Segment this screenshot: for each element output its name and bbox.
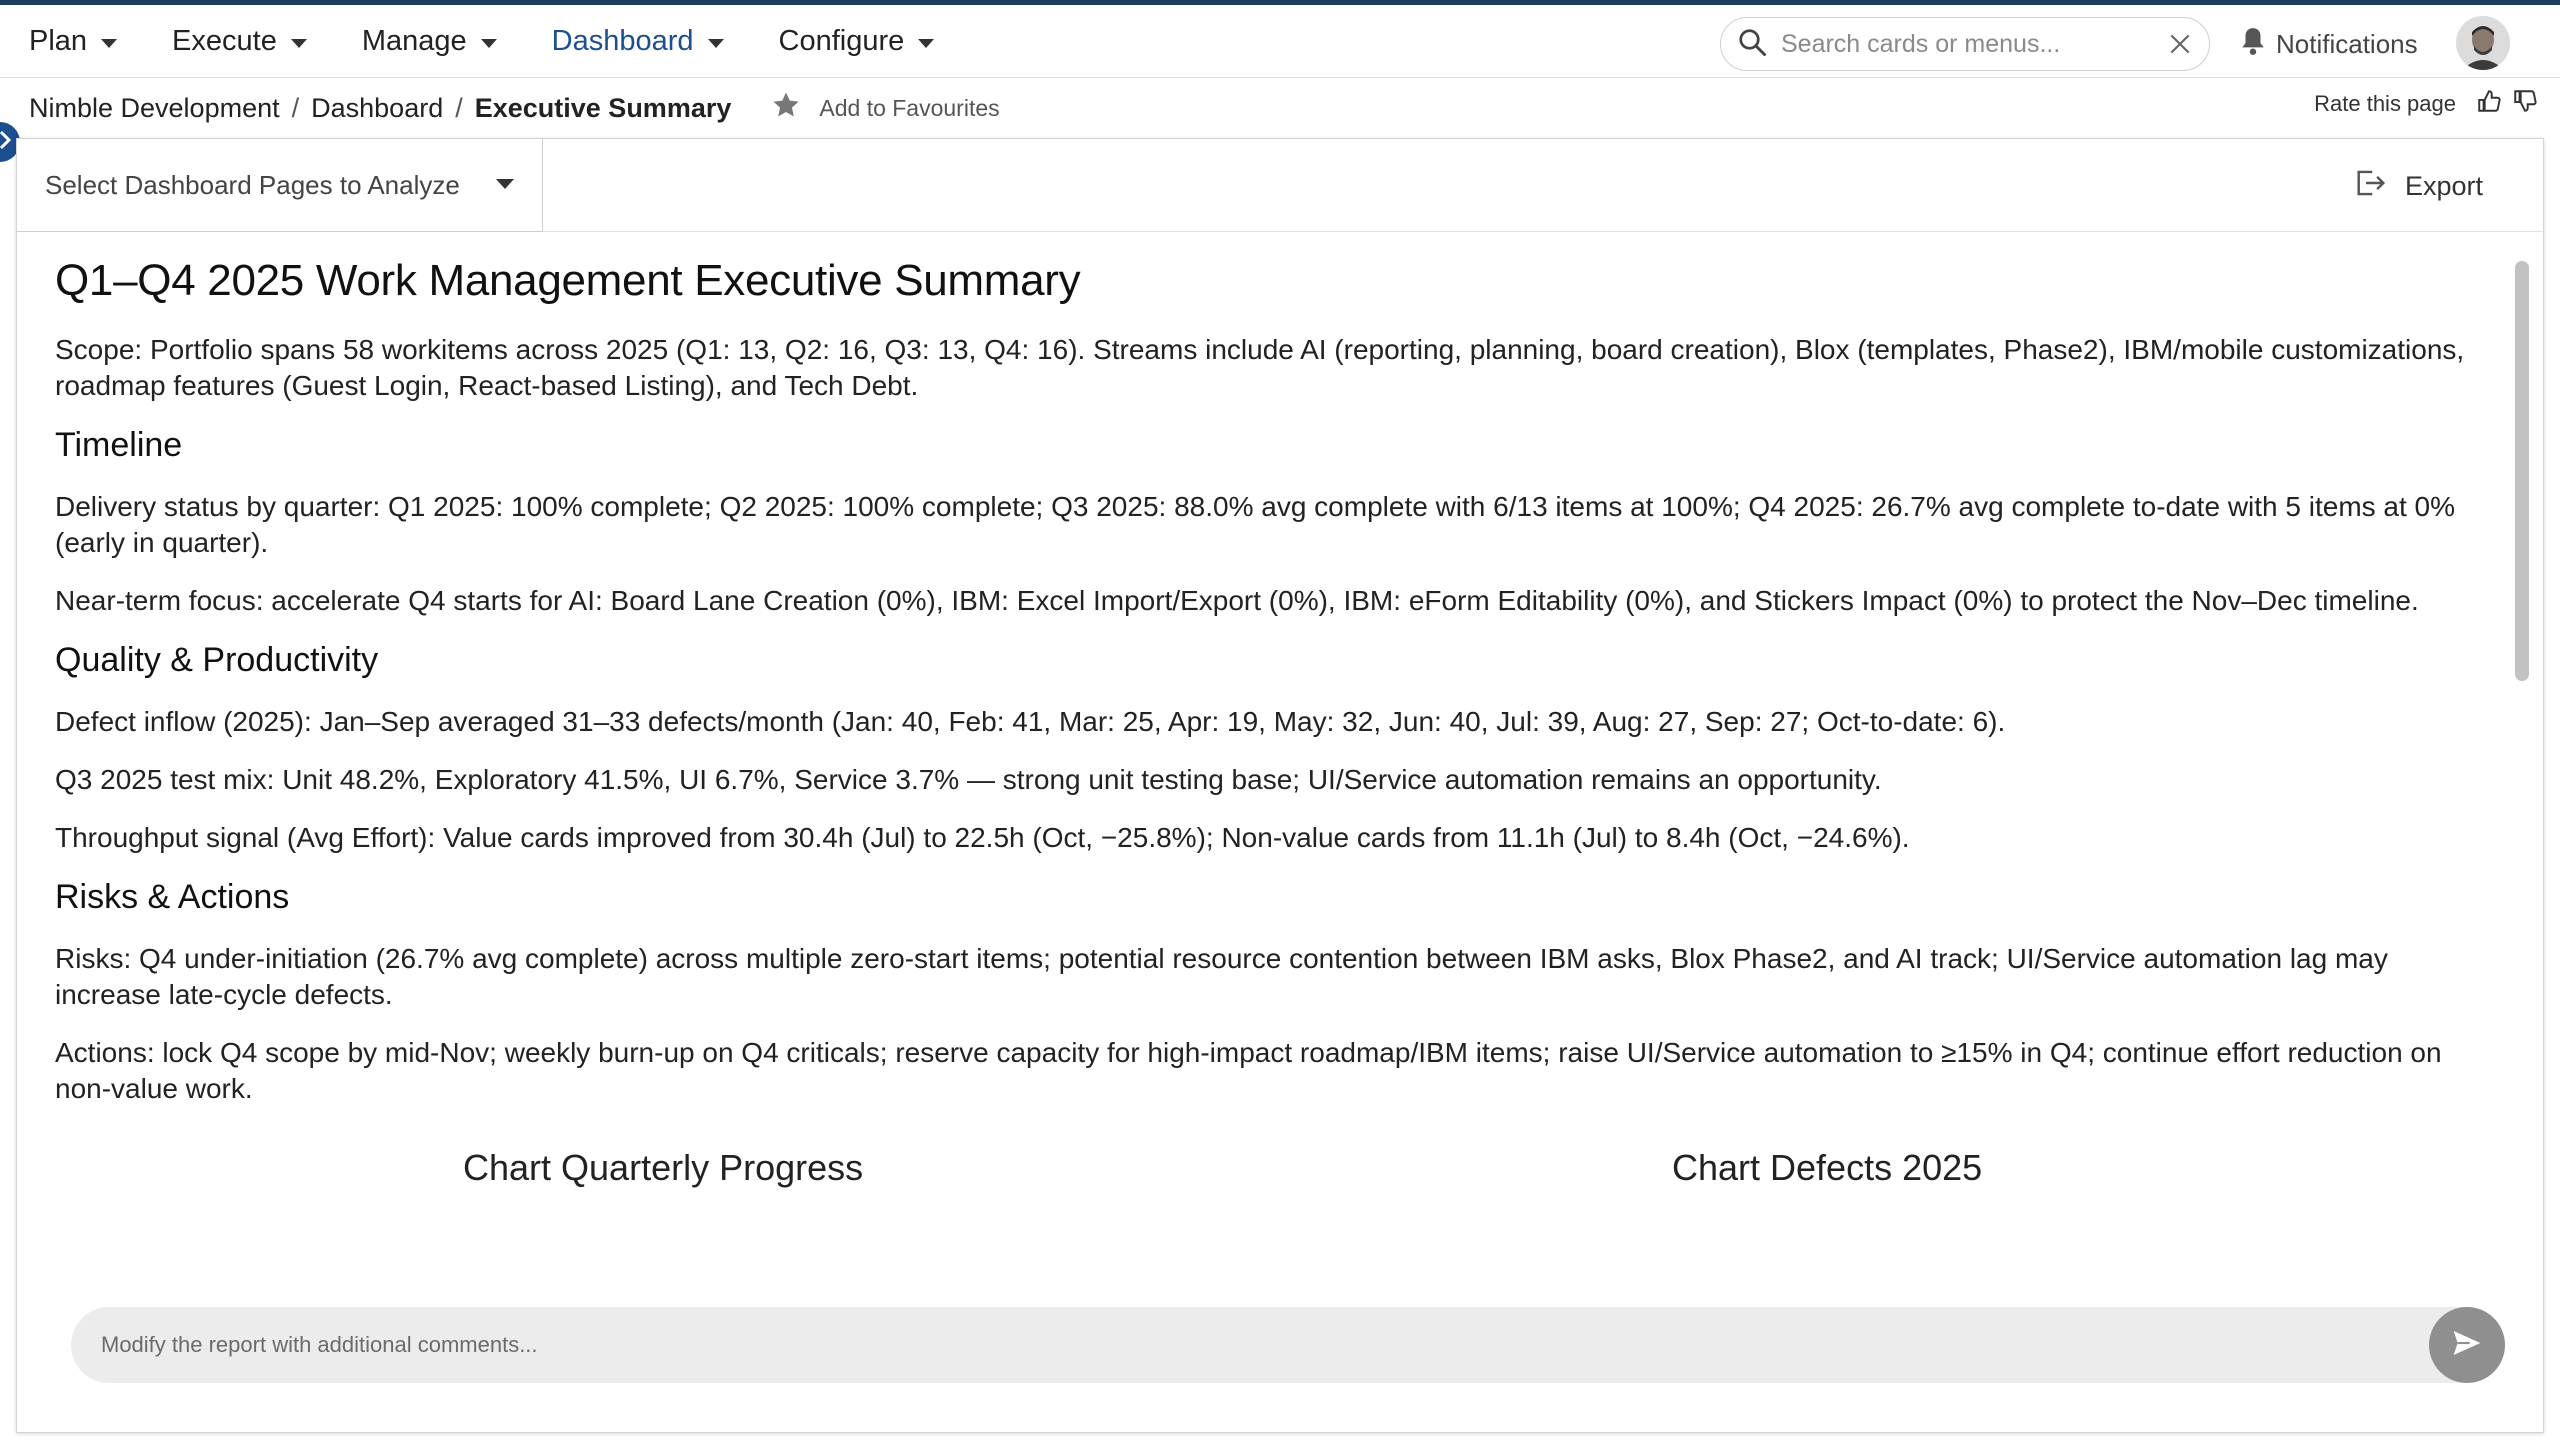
caret-down-icon bbox=[481, 39, 497, 48]
chevron-right-icon bbox=[0, 130, 12, 155]
executive-summary-card bbox=[16, 138, 2544, 1433]
nav-manage[interactable] bbox=[362, 5, 497, 77]
breadcrumb-separator: / bbox=[291, 92, 300, 123]
chart-titles bbox=[55, 1147, 2479, 1227]
nav-configure[interactable] bbox=[779, 5, 935, 77]
quality-paragraph: Q3 2025 test mix: Unit 48.2%, Exploratory 41.5%, UI 6.7%, Service 3.7% — strong unit testing base; UI/Service automation remains an opportunity. bbox=[55, 764, 1882, 795]
quality-paragraph: Defect inflow (2025): Jan–Sep averaged 31–33 defects/month (Jan: 40, Feb: 41, Mar: 25, Apr: 19, May: 32, Jun: 40, Jul: 39, Aug: 27, Sep: 27; Oct-to-date: 6). bbox=[55, 706, 2006, 737]
export-icon bbox=[2355, 168, 2387, 205]
rate-page bbox=[2314, 88, 2538, 120]
global-search bbox=[1720, 17, 2210, 71]
caret-down-icon bbox=[708, 39, 724, 48]
send-button[interactable] bbox=[2429, 1307, 2505, 1383]
timeline-paragraph: Near-term focus: accelerate Q4 starts for AI: Board Lane Creation (0%), IBM: Excel Import/Export (0%), IBM: eForm Editability (0%), and Stickers Impact (0%) to protect the Nov–Dec timeline. bbox=[55, 585, 2419, 616]
thumbs-down-icon[interactable] bbox=[2512, 88, 2538, 120]
report-toolbar bbox=[17, 139, 2543, 232]
nav-manage-label: Manage bbox=[361, 24, 467, 57]
main-menu bbox=[0, 5, 989, 77]
breadcrumb-current-page: Executive Summary bbox=[474, 92, 732, 123]
notifications-button[interactable] bbox=[2240, 19, 2418, 69]
caret-down-icon bbox=[291, 39, 307, 48]
search-icon bbox=[1737, 27, 1767, 62]
chart-title-quarterly-progress: Chart Quarterly Progress bbox=[463, 1147, 864, 1188]
risks-paragraph: Risks: Q4 under-initiation (26.7% avg complete) across multiple zero-start items; potential resource contention between IBM asks, Blox Phase2, and AI track; UI/Service automation lag may increase late-cycle defects. bbox=[55, 943, 2388, 1010]
dashboard-pages-select[interactable] bbox=[17, 139, 543, 232]
breadcrumb-nimble-development[interactable]: Nimble Development bbox=[29, 92, 280, 123]
add-to-favourites-label: Add to Favourites bbox=[819, 94, 1000, 121]
export-label: Export bbox=[2404, 170, 2483, 201]
rate-page-label: Rate this page bbox=[2314, 91, 2456, 116]
quality-paragraph: Throughput signal (Avg Effort): Value cards improved from 30.4h (Jul) to 22.5h (Oct, −25.8%); Non-value cards from 11.1h (Jul) to 8.4h (Oct, −24.6%). bbox=[55, 822, 1910, 853]
add-to-favourites-button[interactable] bbox=[771, 90, 999, 126]
comment-input[interactable] bbox=[71, 1320, 2503, 1370]
nav-plan[interactable] bbox=[29, 5, 117, 77]
star-icon bbox=[771, 90, 801, 126]
breadcrumb bbox=[0, 93, 731, 124]
search-input[interactable] bbox=[1781, 24, 2167, 64]
caret-down-icon bbox=[496, 179, 514, 189]
section-heading-risks: Risks & Actions bbox=[55, 878, 290, 916]
nav-execute-label: Execute bbox=[172, 24, 277, 57]
caret-down-icon bbox=[101, 39, 117, 48]
breadcrumb-dashboard[interactable]: Dashboard bbox=[311, 92, 444, 123]
bell-icon bbox=[2240, 26, 2266, 63]
nav-plan-label: Plan bbox=[29, 24, 88, 57]
user-avatar[interactable] bbox=[2456, 16, 2510, 70]
nav-dashboard-label: Dashboard bbox=[551, 24, 694, 57]
nav-execute[interactable] bbox=[172, 5, 307, 77]
dashboard-pages-select-label: Select Dashboard Pages to Analyze bbox=[45, 169, 460, 200]
section-heading-timeline: Timeline bbox=[55, 426, 183, 464]
comment-bar bbox=[71, 1307, 2503, 1383]
export-button[interactable] bbox=[2355, 163, 2483, 209]
notifications-label: Notifications bbox=[2276, 28, 2418, 59]
report-scope: Scope: Portfolio spans 58 workitems across 2025 (Q1: 13, Q2: 16, Q3: 13, Q4: 16). Streams include AI (reporting, planning, board creation), Blox (templates, Phase2), IBM/mobile customizations, roadmap features (Guest Login, React-based Listing), and Tech Debt. bbox=[55, 334, 2465, 401]
report-content bbox=[17, 232, 2517, 1432]
timeline-paragraph: Delivery status by quarter: Q1 2025: 100% complete; Q2 2025: 100% complete; Q3 2025: 88.0% avg complete with 6/13 items at 100%; Q4 2025: 26.7% avg complete to-date with 5 items at 0% (early in quarter). bbox=[55, 491, 2456, 558]
breadcrumb-bar bbox=[0, 78, 2560, 138]
report-title: Q1–Q4 2025 Work Management Executive Summary bbox=[55, 256, 1081, 305]
risks-paragraph: Actions: lock Q4 scope by mid-Nov; weekly burn-up on Q4 criticals; reserve capacity for high-impact roadmap/IBM items; raise UI/Service automation to ≥15% in Q4; continue effort reduction on non-value work. bbox=[55, 1037, 2442, 1104]
chart-title-defects-2025: Chart Defects 2025 bbox=[1672, 1147, 1983, 1188]
section-heading-quality: Quality & Productivity bbox=[55, 641, 379, 679]
report-scrollbar[interactable] bbox=[2515, 261, 2529, 681]
send-icon bbox=[2451, 1327, 2483, 1364]
top-navigation bbox=[0, 5, 2560, 78]
caret-down-icon bbox=[918, 39, 934, 48]
thumbs-up-icon[interactable] bbox=[2476, 88, 2502, 120]
clear-search-icon[interactable] bbox=[2167, 31, 2193, 57]
breadcrumb-separator: / bbox=[455, 92, 463, 123]
nav-dashboard[interactable] bbox=[552, 5, 724, 77]
nav-configure-label: Configure bbox=[778, 24, 905, 57]
